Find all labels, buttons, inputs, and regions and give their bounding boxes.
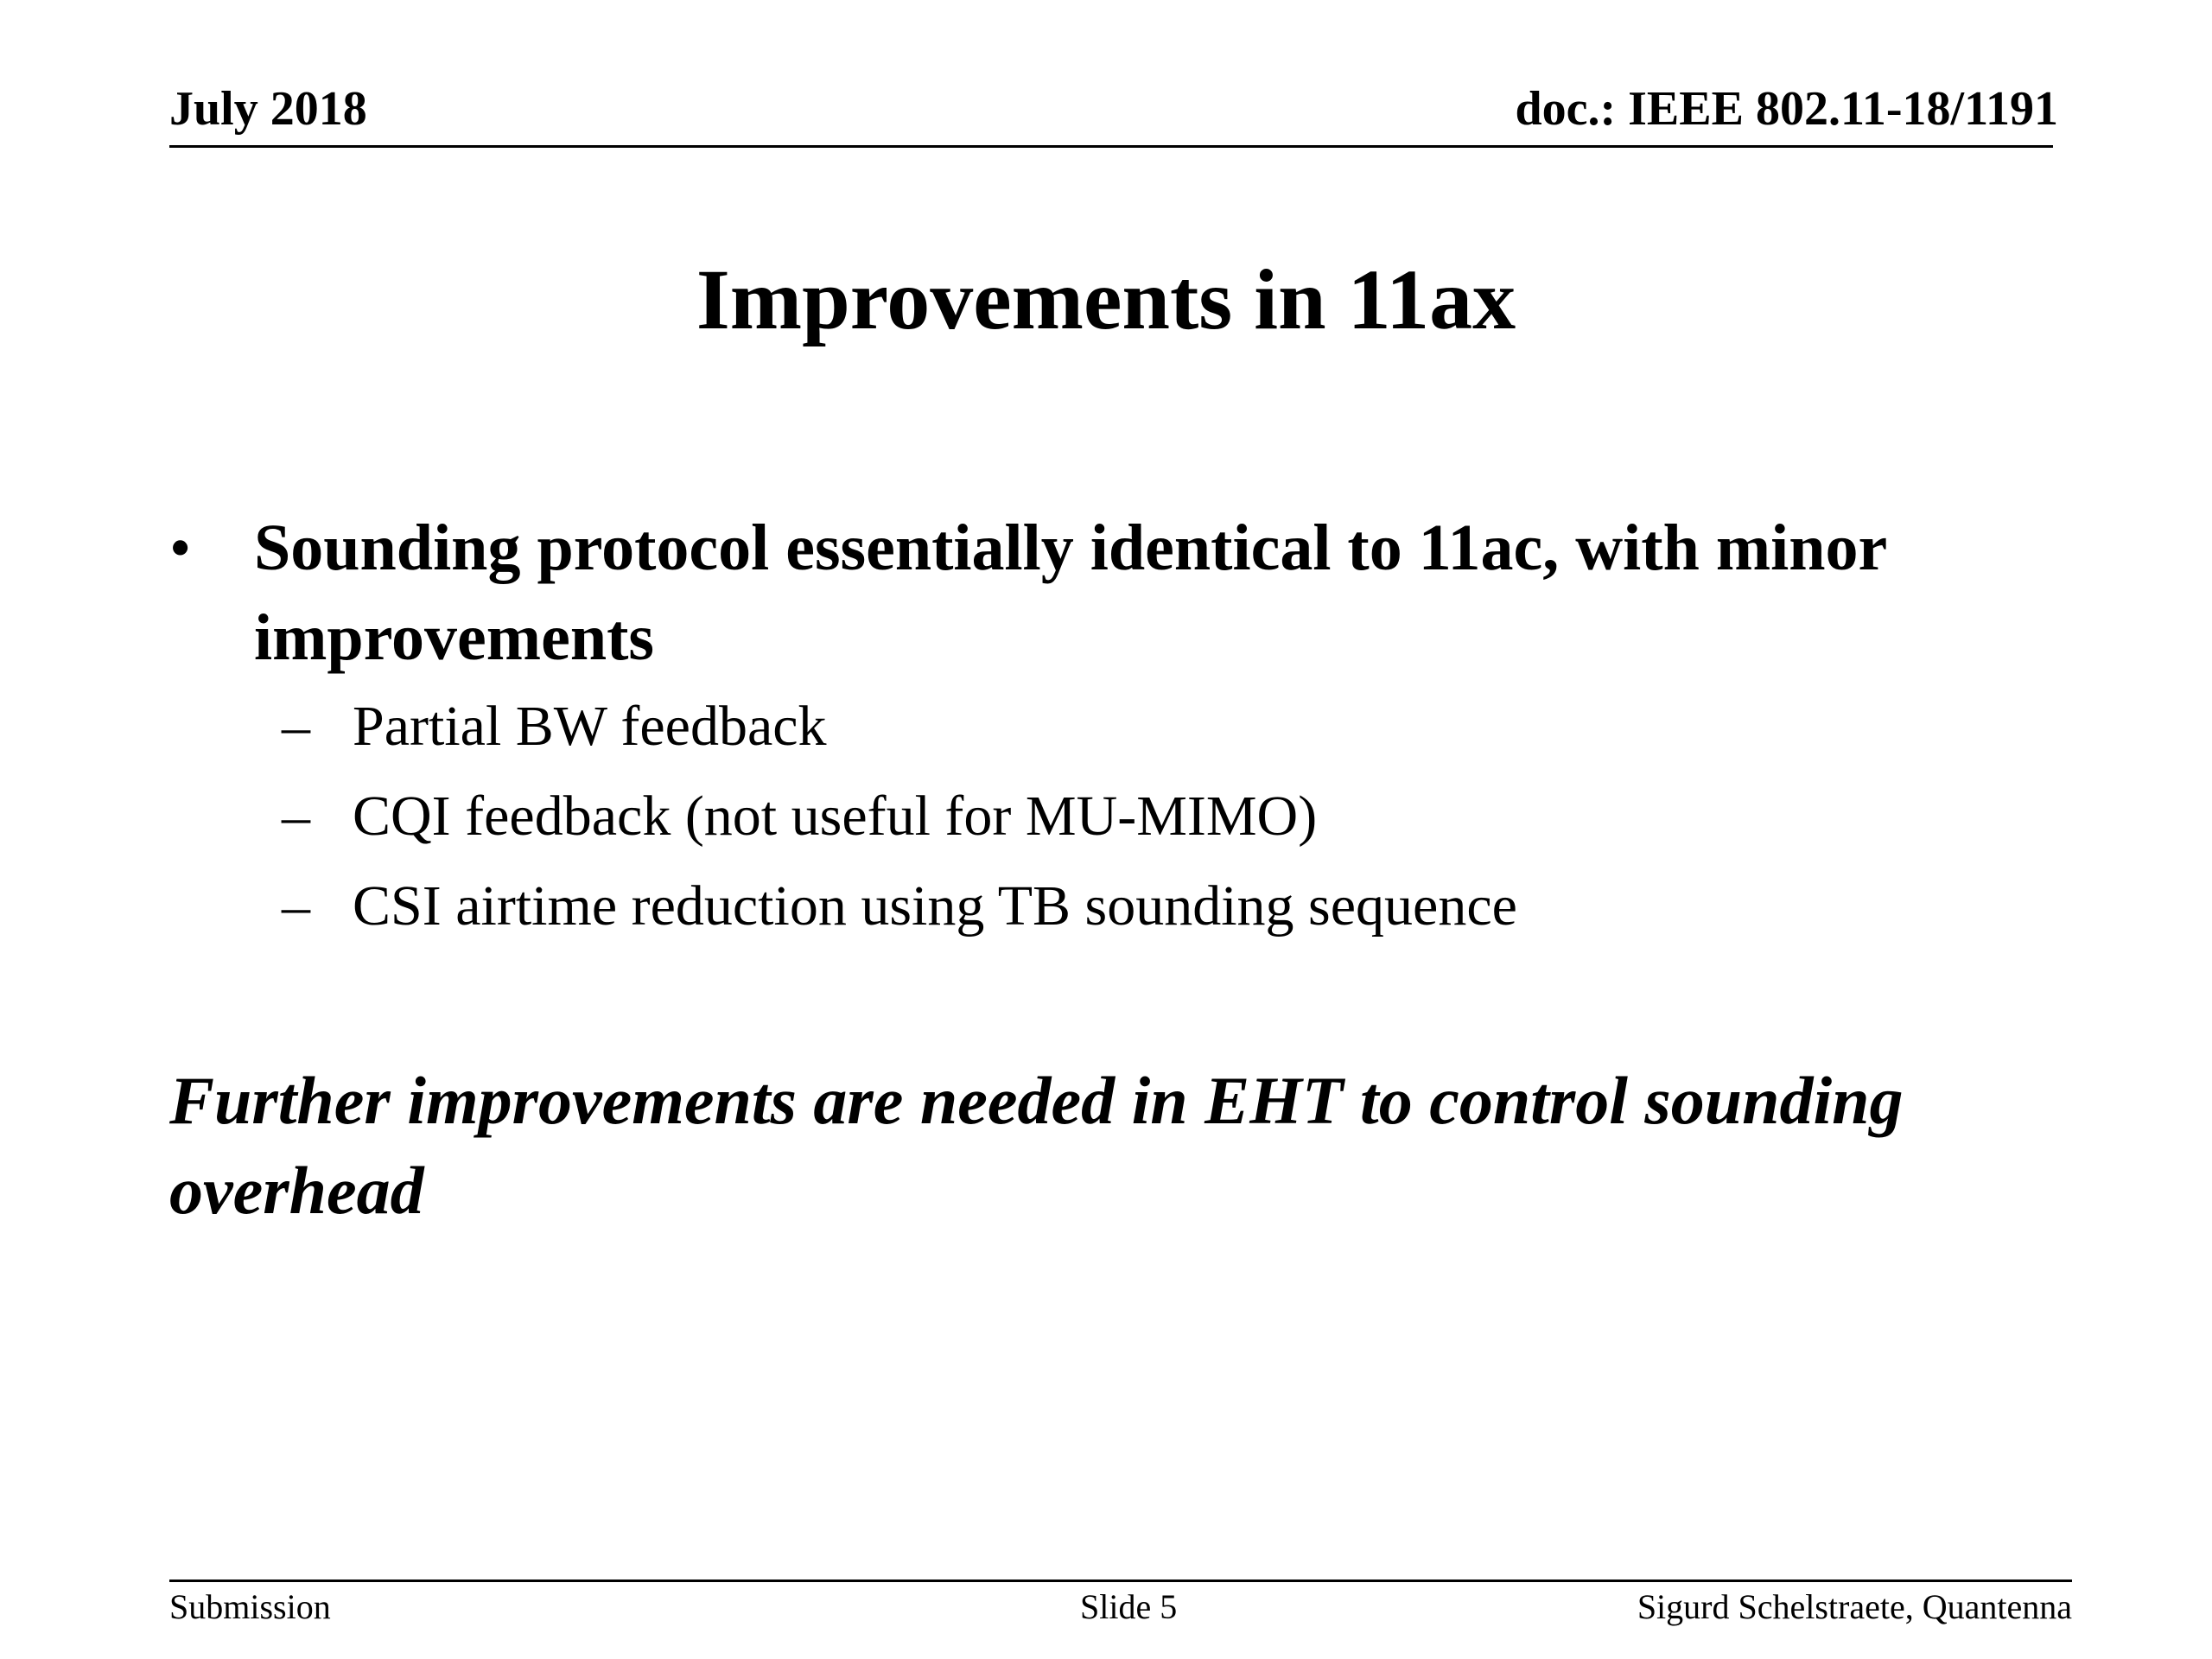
main-bullet-text: Sounding protocol essentially identical to 11ac, with minor improvements [254,512,1886,674]
header-rule [169,145,2053,148]
footer-author: Sigurd Schelstraete, Quantenna [1637,1587,2072,1626]
footer-rule [169,1580,2072,1582]
footer-slide-number: Slide 5 [1080,1587,1178,1626]
footer-submission: Submission [169,1587,331,1626]
header-doc-ref: doc.: IEEE 802.11-18/1191 [1515,82,2058,136]
sub-bullet-marker: – [282,785,310,848]
sub-bullet-text: CSI airtime reduction using TB sounding sequence [353,874,1517,938]
sub-bullet-text: CQI feedback (not useful for MU-MIMO) [353,785,1318,848]
sub-bullet-text: Partial BW feedback [353,695,827,758]
conclusion-statement: Further improvements are needed in EHT to control sounding overhead [169,1063,1904,1228]
header-date: July 2018 [169,82,367,136]
sub-bullet-marker: – [282,874,310,938]
slide-title: Improvements in 11ax [696,251,1516,347]
bullet-marker: • [169,513,192,582]
sub-bullet-marker: – [282,695,310,758]
